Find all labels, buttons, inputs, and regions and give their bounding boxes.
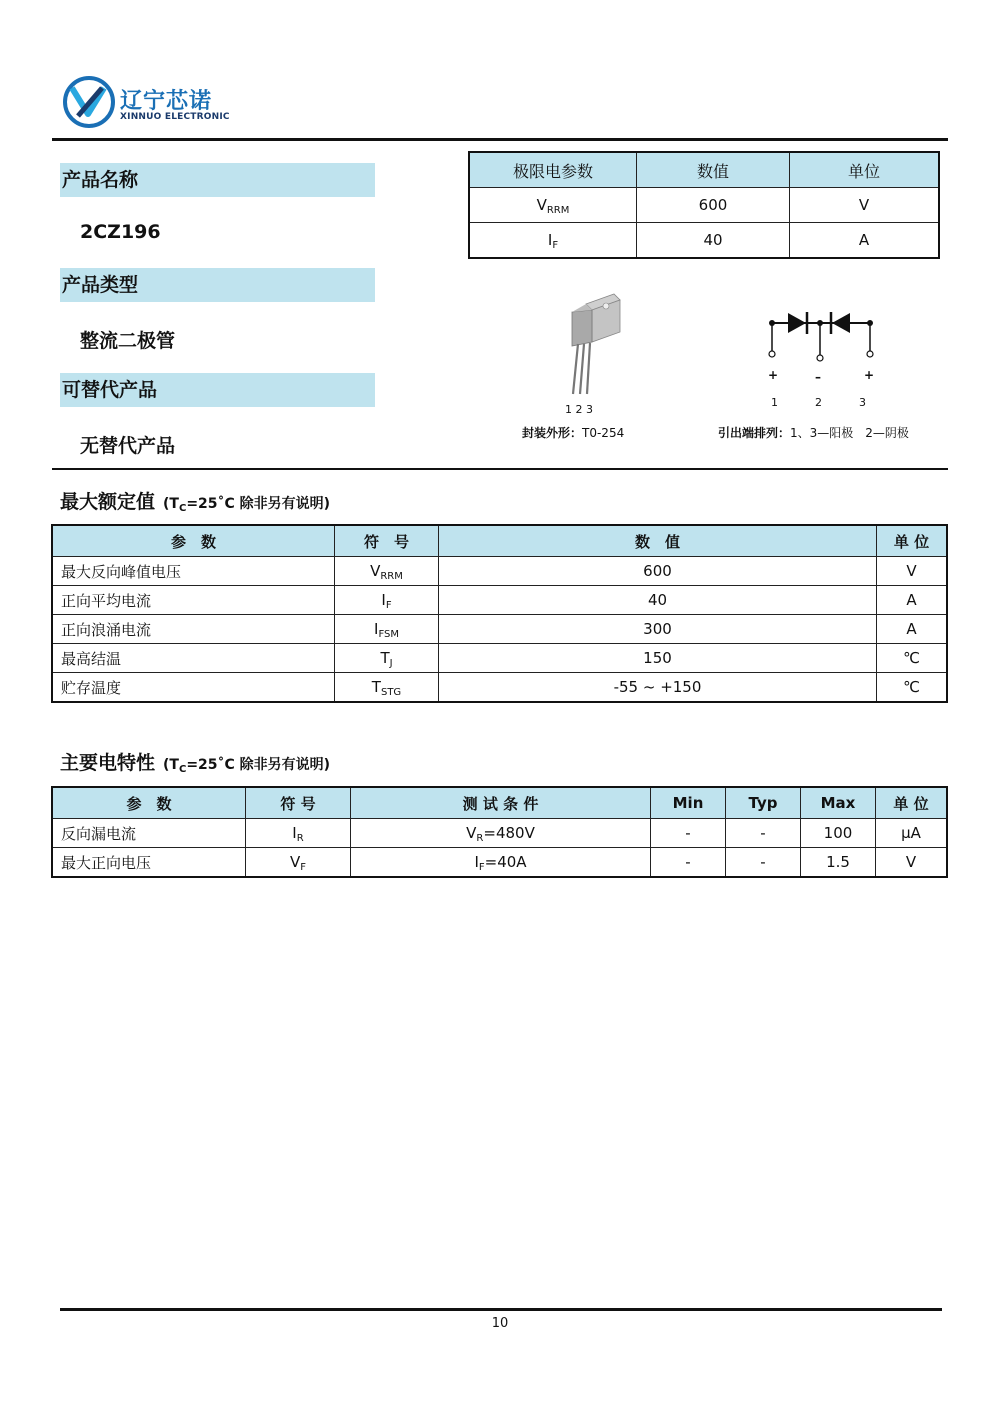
param-unit: A — [877, 586, 948, 615]
pin2-sign: – — [815, 370, 821, 384]
chr-param: 最大正向电压 — [52, 848, 246, 878]
characteristics-table — [51, 786, 948, 878]
param-value: -55 ~ +150 — [439, 673, 877, 703]
pin1-number: 1 — [771, 396, 778, 409]
chr-max: 1.5 — [801, 848, 876, 878]
chr-max: 100 — [801, 819, 876, 848]
param-name: 最高结温 — [52, 644, 335, 673]
pin3-sign: + — [864, 368, 875, 382]
table-row — [469, 188, 939, 223]
chr-header-max: Max — [801, 787, 876, 819]
section-divider — [52, 468, 948, 470]
limit-unit: A — [790, 223, 940, 259]
chr-typ: - — [726, 819, 801, 848]
param-name: 贮存温度 — [52, 673, 335, 703]
pinout-diagram — [762, 305, 882, 365]
product-name-value: 2CZ196 — [80, 221, 161, 243]
chr-unit: V — [876, 848, 948, 878]
page-number: 10 — [491, 1316, 509, 1331]
logo-text-cn: 辽宁芯诺 — [120, 89, 213, 114]
table-row — [469, 223, 939, 259]
replacement-value: 无替代产品 — [80, 435, 176, 457]
pin2-number: 2 — [815, 396, 822, 409]
chr-condition: $V_R=480V$ — [351, 819, 651, 848]
product-type-value: 整流二极管 — [80, 330, 176, 352]
max-ratings-title: 最大额定值 ($T_C=25˚C$ 除非另有说明) — [60, 491, 331, 514]
max-ratings-note: ($T_C=25˚C$ 除非另有说明) — [163, 496, 331, 514]
param-name: 正向浪涌电流 — [52, 615, 335, 644]
pinout-caption: 引出端排列：1、3—阳极 2—阴极 — [718, 426, 909, 440]
pin1-sign: + — [768, 368, 779, 382]
param-value: 300 — [439, 615, 877, 644]
logo-text-en: XINNUO ELECTRONIC — [120, 112, 230, 122]
chr-header-param: 参 数 — [52, 787, 246, 819]
limit-value: 600 — [637, 188, 790, 223]
package-image — [556, 292, 636, 402]
max-header-value: 数 值 — [439, 525, 877, 557]
max-header-symbol: 符 号 — [335, 525, 439, 557]
package-pin-numbers: 1 2 3 — [565, 403, 593, 416]
limit-parameters-table — [468, 151, 940, 259]
company-logo — [62, 74, 242, 130]
limit-unit: V — [790, 188, 940, 223]
limit-header-unit: 单位 — [790, 152, 940, 188]
footer-divider — [60, 1308, 942, 1311]
table-row — [52, 586, 947, 615]
table-row — [52, 615, 947, 644]
table-row — [52, 673, 947, 703]
characteristics-note: ($T_C=25˚C$ 除非另有说明) — [163, 757, 331, 775]
replacement-label: 可替代产品 — [60, 373, 375, 407]
chr-header-condition: 测 试 条 件 — [351, 787, 651, 819]
chr-symbol: $I_R$ — [246, 819, 351, 848]
table-row — [52, 644, 947, 673]
chr-param: 反向漏电流 — [52, 819, 246, 848]
max-header-param: 参 数 — [52, 525, 335, 557]
chr-header-unit: 单 位 — [876, 787, 948, 819]
chr-unit: μA — [876, 819, 948, 848]
max-header-unit: 单 位 — [877, 525, 948, 557]
chr-symbol: $V_F$ — [246, 848, 351, 878]
param-symbol: $T_{STG}$ — [335, 673, 439, 703]
chr-min: - — [651, 848, 726, 878]
chr-condition: $I_F=40A$ — [351, 848, 651, 878]
chr-header-min: Min — [651, 787, 726, 819]
param-name: 正向平均电流 — [52, 586, 335, 615]
limit-symbol: $I_F$ — [469, 223, 637, 259]
package-caption: 封装外形：T0-254 — [522, 426, 625, 440]
product-type-label: 产品类型 — [60, 268, 375, 302]
param-symbol: $I_{FSM}$ — [335, 615, 439, 644]
chr-min: - — [651, 819, 726, 848]
chr-typ: - — [726, 848, 801, 878]
chr-header-symbol: 符 号 — [246, 787, 351, 819]
param-symbol: $T_J$ — [335, 644, 439, 673]
param-value: 600 — [439, 557, 877, 586]
param-unit: ℃ — [877, 644, 948, 673]
table-row — [52, 557, 947, 586]
param-symbol: $V_{RRM}$ — [335, 557, 439, 586]
param-unit: V — [877, 557, 948, 586]
pin3-number: 3 — [859, 396, 866, 409]
param-value: 40 — [439, 586, 877, 615]
limit-value: 40 — [637, 223, 790, 259]
param-symbol: $I_F$ — [335, 586, 439, 615]
header-divider — [52, 138, 948, 141]
limit-header-value: 数值 — [637, 152, 790, 188]
characteristics-title: 主要电特性 ($T_C=25˚C$ 除非另有说明) — [60, 752, 331, 775]
logo-mark-icon — [62, 74, 116, 130]
table-row — [52, 848, 947, 878]
chr-header-typ: Typ — [726, 787, 801, 819]
table-row — [52, 819, 947, 848]
param-unit: A — [877, 615, 948, 644]
param-name: 最大反向峰值电压 — [52, 557, 335, 586]
param-unit: ℃ — [877, 673, 948, 703]
max-ratings-table — [51, 524, 948, 703]
limit-symbol: $V_{RRM}$ — [469, 188, 637, 223]
product-name-label: 产品名称 — [60, 163, 375, 197]
param-value: 150 — [439, 644, 877, 673]
limit-header-param: 极限电参数 — [469, 152, 637, 188]
